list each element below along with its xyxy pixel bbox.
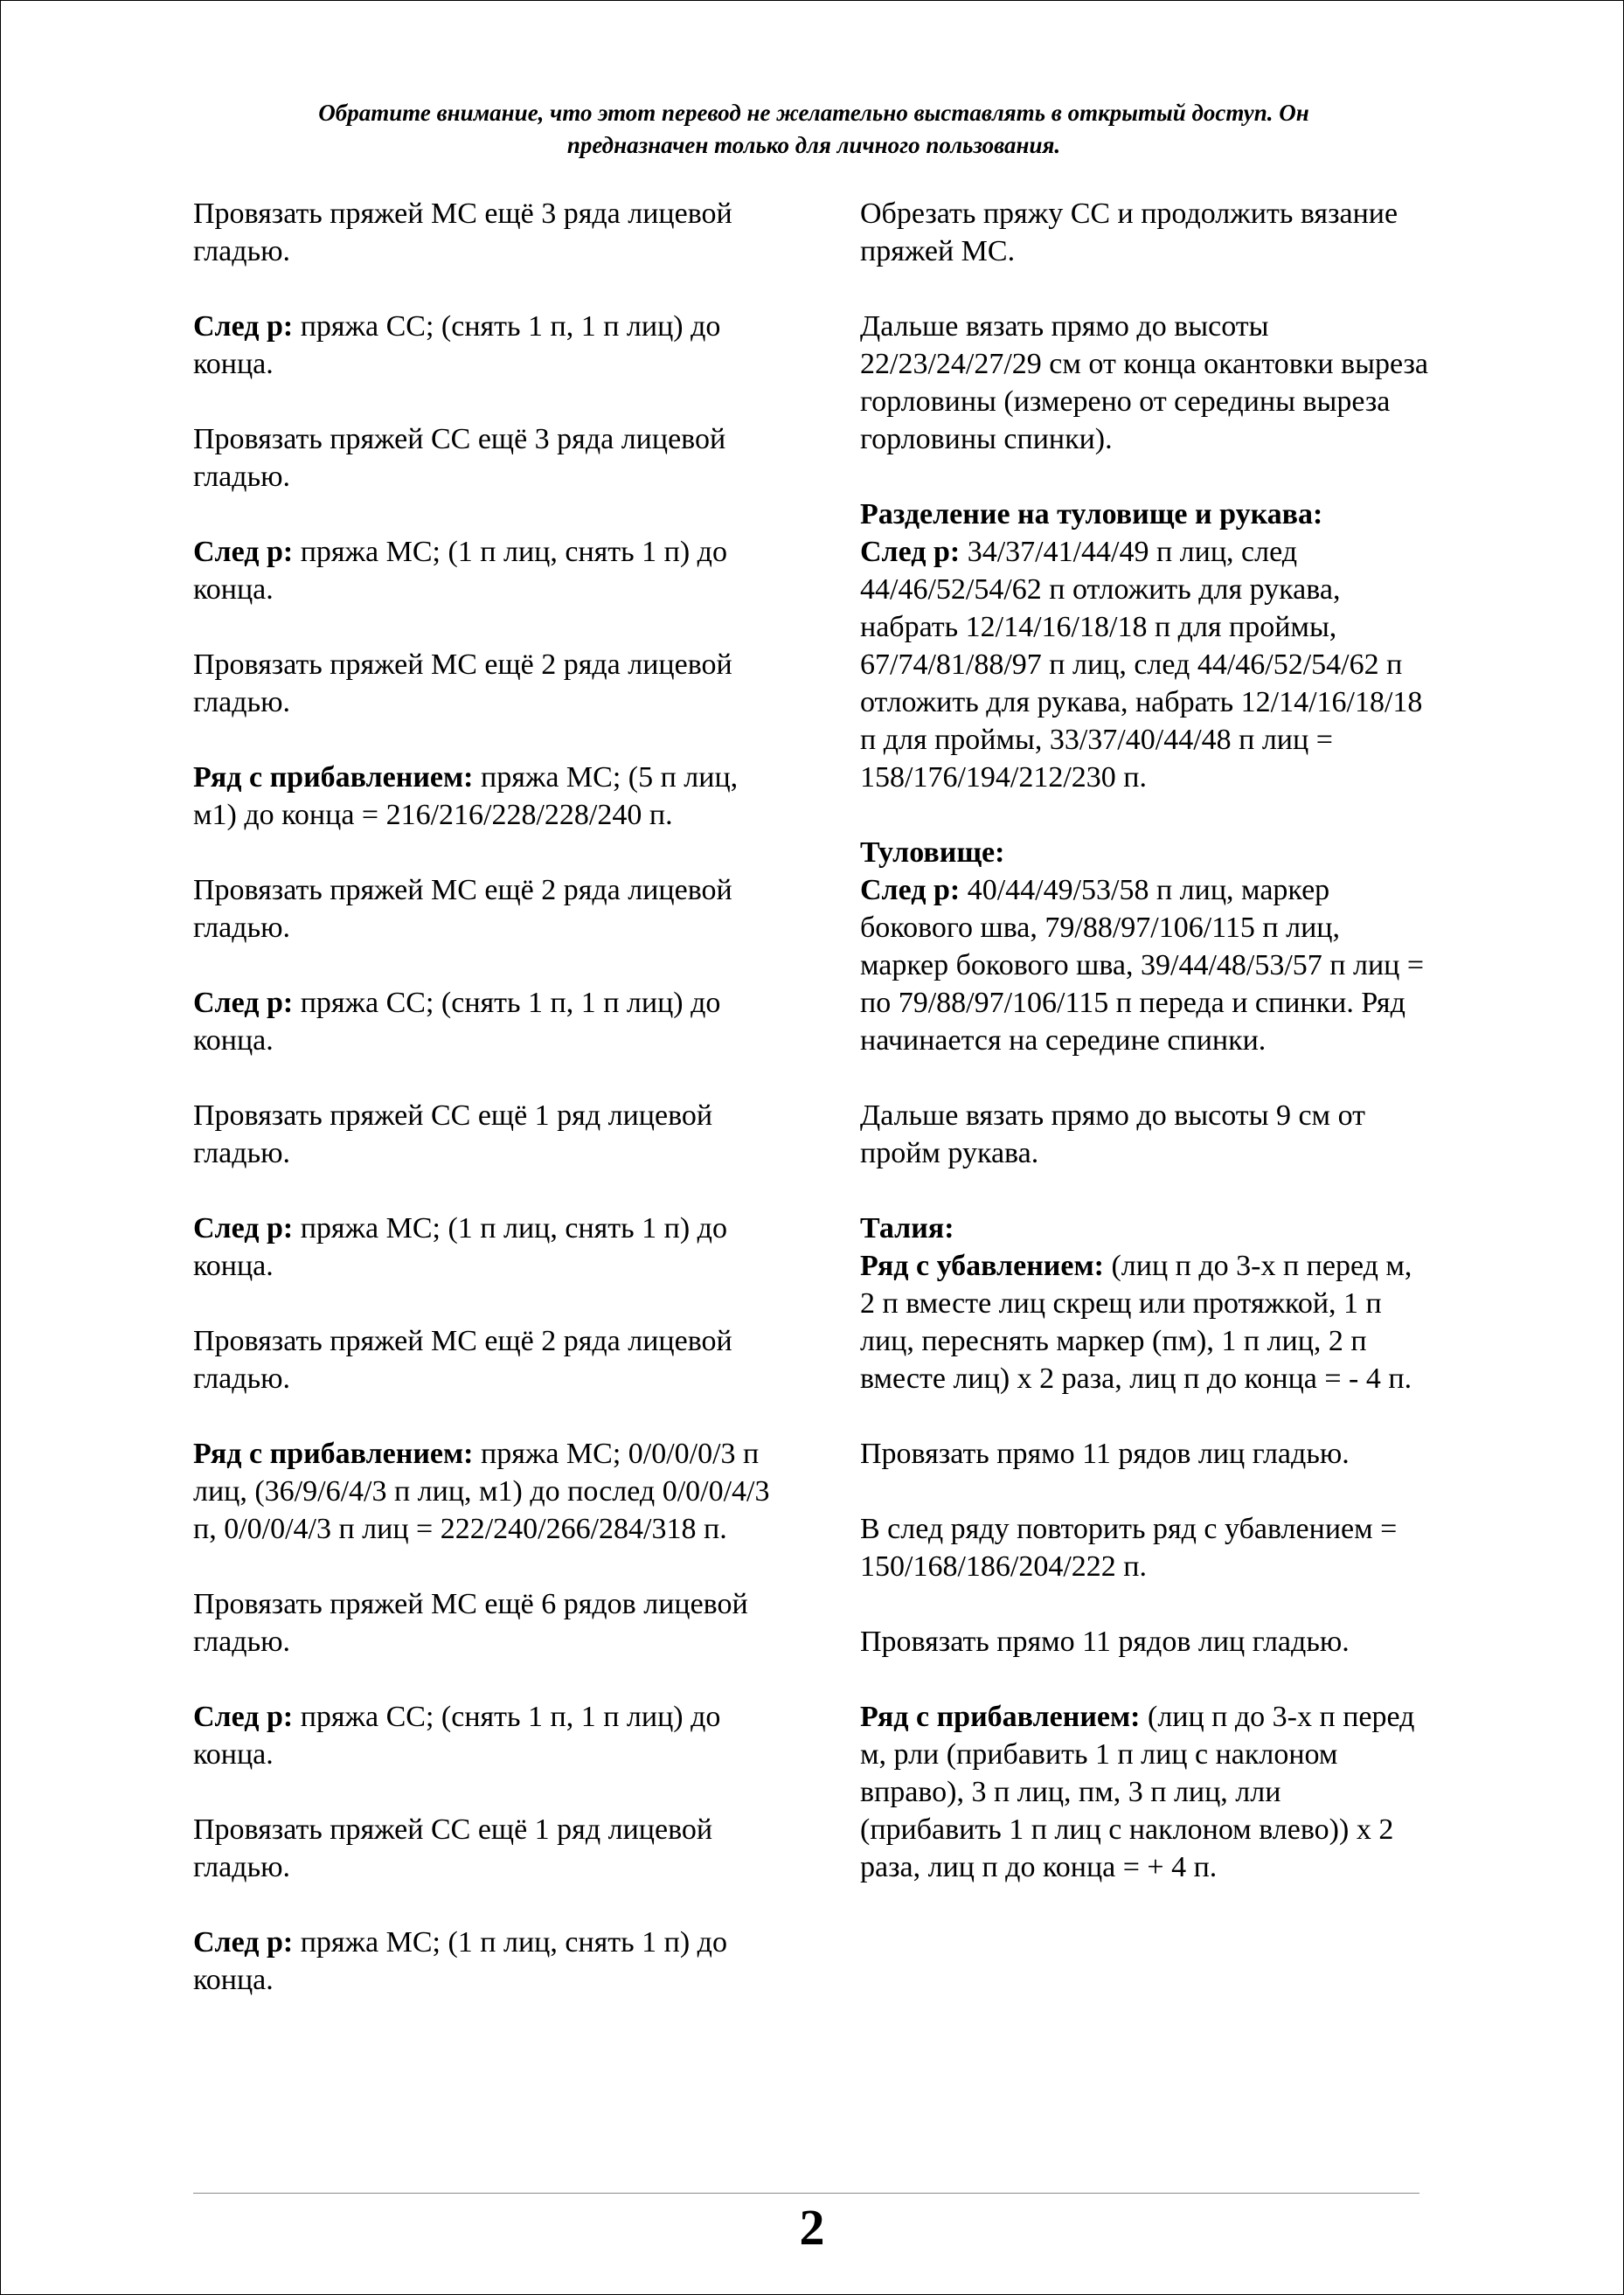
instruction-text: пряжа МС; (5 п лиц, м1) до конца = 216/216/228/228/240 п.	[193, 761, 739, 831]
instruction-paragraph	[193, 646, 788, 721]
instruction-text: Провязать пряжей МС ещё 2 ряда лицевой гладью.	[193, 1325, 732, 1395]
instruction-paragraph	[193, 533, 788, 608]
instruction-paragraph	[860, 1510, 1428, 1585]
row-label: След р:	[860, 536, 961, 568]
instruction-text: В след ряду повторить ряд с убавлением = 150/168/186/204/222 п.	[860, 1513, 1398, 1583]
instruction-paragraph	[860, 1097, 1428, 1172]
row-label: След р:	[193, 987, 294, 1019]
instruction-text: Провязать пряжей СС ещё 3 ряда лицевой гладью.	[193, 423, 726, 493]
instruction-paragraph	[193, 420, 788, 496]
instruction-paragraph	[193, 871, 788, 946]
instruction-text: Провязать пряжей МС ещё 6 рядов лицевой гладью.	[193, 1588, 748, 1658]
right-column	[860, 195, 1428, 1924]
instruction-paragraph	[193, 984, 788, 1059]
section-heading: Разделение на туловище и рукава:	[860, 498, 1323, 530]
row-label: Ряд с прибавлением:	[193, 761, 474, 794]
instruction-text: Провязать пряжей СС ещё 1 ряд лицевой гладью.	[193, 1099, 713, 1169]
instruction-paragraph	[193, 1698, 788, 1773]
instruction-text: (лиц п до 3-х п перед м, 2 п вместе лиц скрещ или протяжкой, 1 п лиц, переснять маркер (пм), 1 п лиц, 2 п вместе лиц) х 2 раза, лиц п до конца = - 4 п.	[860, 1250, 1412, 1395]
instruction-paragraph	[860, 195, 1428, 270]
instruction-text: Провязать пряжей СС ещё 1 ряд лицевой гладью.	[193, 1813, 713, 1883]
usage-notice-line-1: Обратите внимание, что этот перевод не желательно выставлять в открытый доступ. Он	[318, 100, 1309, 126]
footer-divider	[193, 2193, 1419, 2194]
instruction-paragraph	[860, 308, 1428, 458]
instruction-paragraph	[193, 1322, 788, 1397]
instruction-paragraph	[193, 759, 788, 834]
instruction-paragraph	[193, 1210, 788, 1285]
instruction-text: (лиц п до 3-х п перед м, рли (прибавить 1 п лиц с наклоном вправо), 3 п лиц, пм, 3 п лиц, лли (прибавить 1 п лиц с наклоном влево)) х 2 раза, лиц п до конца = + 4 п.	[860, 1701, 1415, 1883]
row-label: След р:	[193, 536, 294, 568]
instruction-text: пряжа МС; (1 п лиц, снять 1 п) до конца.	[193, 1926, 727, 1996]
instruction-paragraph	[860, 1623, 1428, 1661]
instruction-text: 40/44/49/53/58 п лиц, маркер бокового шва, 79/88/97/106/115 п лиц, маркер бокового шва, 39/44/48/53/57 п лиц = по 79/88/97/106/115 п переда и спинки. Ряд начинается на середине спинки.	[860, 874, 1425, 1057]
row-label: Ряд с убавлением:	[860, 1250, 1104, 1282]
left-column	[193, 195, 788, 2036]
instruction-paragraph	[860, 834, 1428, 1059]
instruction-paragraph	[860, 1435, 1428, 1473]
instruction-paragraph	[193, 1585, 788, 1661]
instruction-text: Провязать пряжей МС ещё 2 ряда лицевой гладью.	[193, 874, 732, 944]
section-heading: Талия:	[860, 1212, 954, 1245]
instruction-paragraph	[193, 1811, 788, 1886]
instruction-paragraph	[193, 1924, 788, 1999]
row-label: След р:	[860, 874, 961, 906]
instruction-text: Обрезать пряжу СС и продолжить вязание пряжей МС.	[860, 198, 1398, 267]
instruction-text: пряжа СС; (снять 1 п, 1 п лиц) до конца.	[193, 310, 721, 380]
instruction-text: 34/37/41/44/49 п лиц, след 44/46/52/54/62 п отложить для рукава, набрать 12/14/16/18/18 п для проймы, 67/74/81/88/97 п лиц, след 44/46/52/54/62 п отложить для рукава, набрать 12/14/16/18/18 п для проймы, 33/37/40/44/48 п лиц = 158/176/194/212/230 п.	[860, 536, 1423, 794]
instruction-text: Дальше вязать прямо до высоты 9 см от пройм рукава.	[860, 1099, 1365, 1169]
instruction-text: Провязать прямо 11 рядов лиц гладью.	[860, 1438, 1350, 1470]
row-label: След р:	[193, 1701, 294, 1733]
row-label: След р:	[193, 310, 294, 343]
instruction-text: пряжа СС; (снять 1 п, 1 п лиц) до конца.	[193, 1701, 721, 1771]
page-number: 2	[799, 2199, 825, 2256]
instruction-paragraph	[860, 496, 1428, 796]
section-heading: Туловище:	[860, 836, 1005, 869]
row-label: След р:	[193, 1926, 294, 1959]
usage-notice	[158, 97, 1469, 162]
instruction-text: Провязать пряжей МС ещё 3 ряда лицевой гладью.	[193, 198, 732, 267]
instruction-text: пряжа МС; (1 п лиц, снять 1 п) до конца.	[193, 1212, 727, 1282]
instruction-paragraph	[860, 1210, 1428, 1397]
instruction-paragraph	[193, 1435, 788, 1548]
instruction-text: пряжа МС; 0/0/0/0/3 п лиц, (36/9/6/4/3 п лиц, м1) до послед 0/0/0/4/3 п, 0/0/0/4/3 п лиц = 222/240/266/284/318 п.	[193, 1438, 770, 1545]
instruction-text: пряжа МС; (1 п лиц, снять 1 п) до конца.	[193, 536, 727, 606]
instruction-paragraph	[193, 308, 788, 383]
instruction-paragraph	[193, 195, 788, 270]
row-label: Ряд с прибавлением:	[860, 1701, 1141, 1733]
instruction-text: Дальше вязать прямо до высоты 22/23/24/27/29 см от конца окантовки выреза горловины (измерено от середины выреза горловины спинки).	[860, 310, 1428, 455]
instruction-text: Провязать прямо 11 рядов лиц гладью.	[860, 1626, 1350, 1658]
row-label: Ряд с прибавлением:	[193, 1438, 474, 1470]
instruction-paragraph	[193, 1097, 788, 1172]
usage-notice-line-2: предназначен только для личного пользования.	[566, 132, 1061, 158]
instruction-text: Провязать пряжей МС ещё 2 ряда лицевой гладью.	[193, 648, 732, 718]
instruction-paragraph	[860, 1698, 1428, 1886]
instruction-text: пряжа СС; (снять 1 п, 1 п лиц) до конца.	[193, 987, 721, 1057]
row-label: След р:	[193, 1212, 294, 1245]
